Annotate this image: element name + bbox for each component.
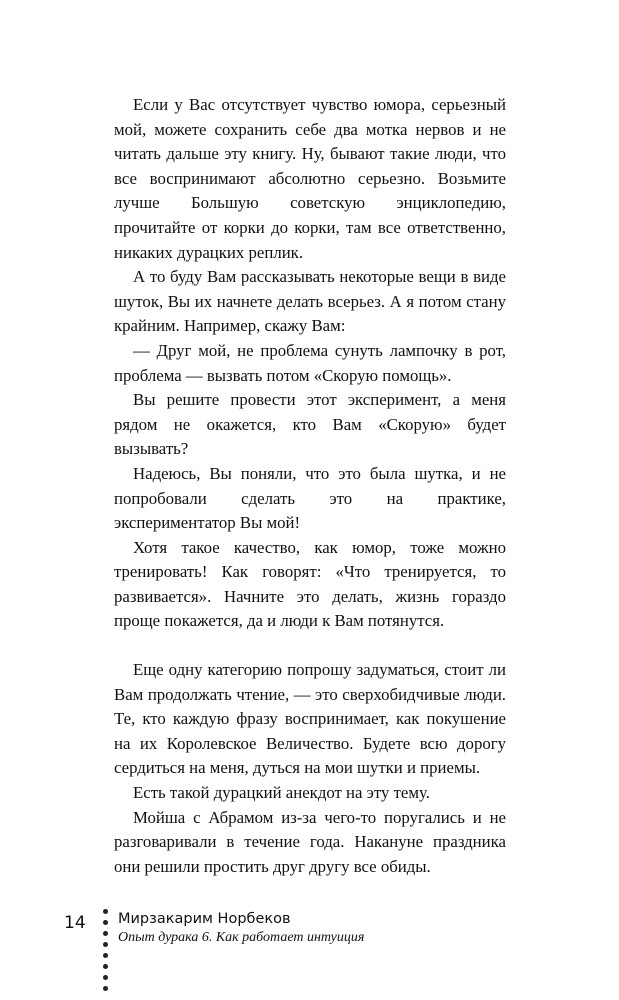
dot-ornament xyxy=(103,986,108,991)
dot-ornament xyxy=(103,920,108,925)
page-body xyxy=(114,93,506,879)
paragraph: Мойша с Абрамом из-за чего-то поругались и не разговаривали в течение года. Накануне праздника они решили простить друг другу все обиды. xyxy=(114,807,506,876)
dot-ornament xyxy=(103,964,108,969)
book-title: Опыт дурака 6. Как работает интуиция xyxy=(118,930,365,945)
dot-ornament xyxy=(103,909,108,914)
dot-ornament xyxy=(103,942,108,947)
paragraph: Еще одну категорию попрошу задуматься, стоит ли Вам продолжать чтение, — это сверхобидчивые люди. Те, кто каждую фразу воспринимает, как покушение на их Королевское Величество. Будете всю дорогу сердиться на меня, дуться на мои шутки и приемы. xyxy=(114,660,506,778)
page-footer xyxy=(0,905,619,1000)
paragraph: Если у Вас отсутствует чувство юмора, серьезный мой, можете сохранить себе два мотка нервов и не читать дальше эту книгу. Ну, бывают такие люди, что все воспринимают абсолютно серьезно. Возьмите лучше Большую советскую энциклопедию, прочитайте от корки до корки, там все ответственно, никаких дурацких реплик. xyxy=(114,95,506,262)
section-break xyxy=(114,634,506,658)
paragraph: Хотя такое качество, как юмор, тоже можно тренировать! Как говорят: «Что тренируется, то развивается». Начните это делать, жизнь гораздо проще покажется, да и люди к Вам потянутся. xyxy=(114,537,506,631)
paragraph: Надеюсь, Вы поняли, что это была шутка, и не попробовали сделать это на практике, экспериментатор Вы мой! xyxy=(114,463,506,533)
dot-ornament xyxy=(103,975,108,980)
paragraph: Есть такой дурацкий анекдот на эту тему. xyxy=(133,783,430,803)
paragraph: Вы решите провести этот эксперимент, а меня рядом не окажется, кто Вам «Скорую» будет вызывать? xyxy=(114,390,506,459)
page-number: 14 xyxy=(64,913,86,933)
dot-ornament xyxy=(103,953,108,958)
paragraph: А то буду Вам рассказывать некоторые вещи в виде шуток, Вы их начнете делать всерьез. А я потом стану крайним. Например, скажу Вам: xyxy=(114,267,506,336)
paragraph: — Друг мой, не проблема сунуть лампочку в рот, проблема — вызвать потом «Скорую помощь». xyxy=(114,340,506,385)
decorative-dots xyxy=(103,909,109,997)
dot-ornament xyxy=(103,931,108,936)
author-name: Мирзакарим Норбеков xyxy=(118,911,291,927)
